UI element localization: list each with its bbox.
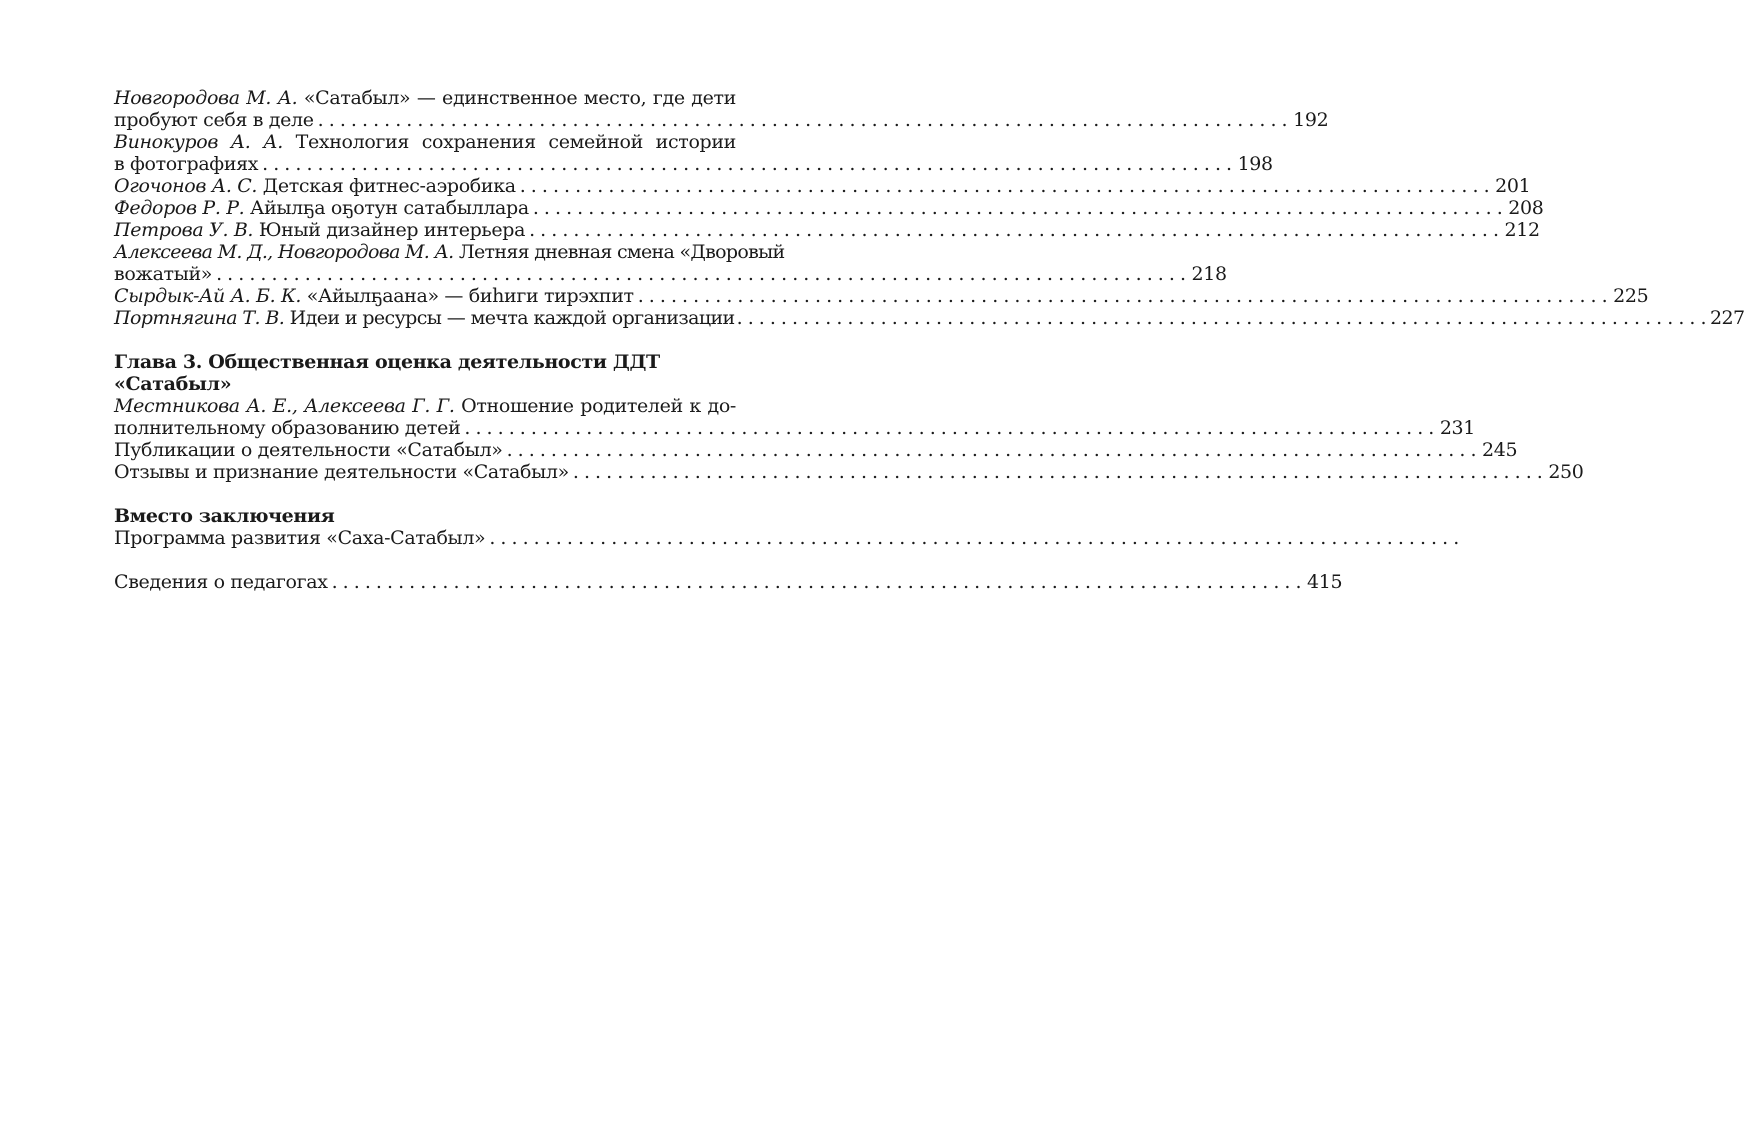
toc-entry-page-number: 250 (1548, 461, 1584, 483)
toc-entry (114, 461, 1584, 483)
toc-entry-author: Новгородова М. А. (114, 87, 298, 109)
toc-entry-page-number: 201 (1495, 175, 1531, 197)
toc-entry-author: Огочонов А. С. (114, 175, 258, 197)
toc-entry-title: Технология сохранения семейной истории (295, 131, 736, 153)
dot-leader (262, 153, 1231, 175)
dot-leader (332, 571, 1301, 593)
dot-leader (737, 307, 1706, 329)
toc-entry-page-number: 245 (1482, 439, 1518, 461)
toc-entry-page-number: 198 (1237, 153, 1273, 175)
toc-entry-title: Юный дизайнер интерьера (258, 219, 526, 241)
toc-entry-page-number: 415 (1307, 571, 1343, 593)
toc-entry-last-line (114, 263, 1227, 285)
dot-leader (638, 285, 1607, 307)
toc-entry-title: «Сатабыл» — единственное место, где дети (303, 87, 736, 109)
toc-entry (114, 285, 1649, 307)
toc-entry-text (114, 219, 525, 241)
toc-entry-title: Отзывы и признание деятельности «Сатабыл» (114, 461, 569, 483)
toc-entry-author: Винокуров А. А. (114, 131, 283, 153)
toc-entry-first-line (114, 395, 736, 417)
toc-entry-author: Портнягина Т. В. (114, 307, 285, 329)
toc-entry-title: Детская фитнес-аэробика (262, 175, 516, 197)
toc-entry-page-number: 208 (1508, 197, 1544, 219)
toc-entry-title: Отношение родителей к до- (461, 395, 736, 417)
toc-entry-last-line (114, 153, 1273, 175)
toc-entry-page-number: 212 (1504, 219, 1540, 241)
toc-entry (114, 241, 1227, 285)
toc-entry-title: Публикации о деятельности «Сатабыл» (114, 439, 503, 461)
dot-leader (318, 109, 1287, 131)
chapter-heading: Глава 3. Общественная оценка деятельности ДДТ «Сатабыл» (114, 351, 660, 395)
toc-entry-text (114, 197, 529, 219)
toc-entry (114, 87, 1329, 131)
toc-entry-title-continued: вожатый» (114, 263, 213, 285)
toc-entry (114, 527, 726, 549)
toc-entry (114, 219, 1540, 241)
toc-entry-page-number: 227 (1710, 307, 1745, 329)
toc-entry-first-line (114, 87, 736, 109)
toc-entry (114, 395, 1476, 439)
table-of-contents (114, 87, 1745, 593)
dot-leader (464, 417, 1433, 439)
toc-entry-title-continued: пробуют себя в деле (114, 109, 314, 131)
toc-entry-title: «Айылҕаана» — биһиги тирэхпит (306, 285, 634, 307)
toc-entry-title: Летняя дневная смена «Дворовый (458, 241, 785, 263)
toc-entry-page-number: 225 (1613, 285, 1649, 307)
toc-entry-first-line (114, 131, 736, 153)
toc-entry-title-continued: в фотографиях (114, 153, 259, 175)
toc-entry-text (114, 285, 634, 307)
conclusion-heading: Вместо заключения (114, 505, 335, 527)
toc-entry-title-continued: полнительному образованию детей (114, 417, 461, 439)
toc-entry-author: Алексеева М. Д., Новгородова М. А. (114, 241, 454, 263)
dot-leader (216, 263, 1185, 285)
toc-entry (114, 175, 1531, 197)
dot-leader (507, 439, 1476, 461)
toc-entry (114, 571, 1343, 593)
toc-entry-page-number: 218 (1191, 263, 1227, 285)
toc-entry-author: Петрова У. В. (114, 219, 254, 241)
toc-entry-last-line (114, 109, 1329, 131)
toc-entry (114, 439, 1518, 461)
toc-entry-title: Программа развития «Саха-Сатабыл» (114, 527, 486, 549)
toc-entry-text (114, 175, 516, 197)
dot-leader (573, 461, 1542, 483)
toc-entry (114, 131, 1273, 175)
toc-entry-first-line (114, 241, 785, 263)
toc-entry-author: Местникова А. Е., Алексеева Г. Г. (114, 395, 455, 417)
toc-entry-text (114, 307, 735, 329)
spacer (114, 549, 736, 571)
toc-entry-title: Айылҕа оҕотун сатабыллара (250, 197, 529, 219)
dot-leader (520, 175, 1489, 197)
dot-leader (489, 527, 1458, 549)
dot-leader (533, 197, 1502, 219)
toc-entry-page-number: 192 (1293, 109, 1329, 131)
dot-leader (529, 219, 1498, 241)
toc-entry-author: Сырдык-Ай А. Б. К. (114, 285, 302, 307)
toc-entry-author: Федоров Р. Р. (114, 197, 245, 219)
toc-entry-page-number: 231 (1439, 417, 1476, 439)
toc-entry-last-line (114, 417, 1476, 439)
toc-entry (114, 307, 1745, 329)
toc-entry-title: Сведения о педагогах (114, 571, 328, 593)
toc-entry-title: Идеи и ресурсы — мечта каждой организации (289, 307, 735, 329)
toc-entry (114, 197, 1544, 219)
